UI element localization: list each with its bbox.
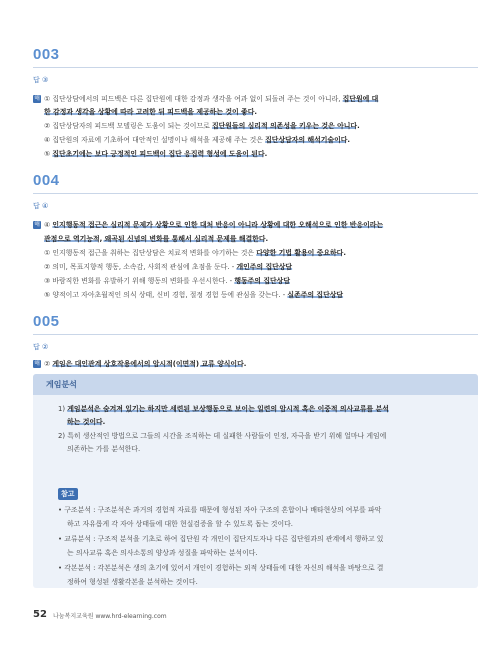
divider [33, 193, 478, 194]
answer-4: 답 ④ [33, 202, 49, 210]
note-line-1: • 구조분석 : 구조분석은 과거의 경험적 자료를 때문에 형성된 자아 구조의 혼합이나 배타현상의 여부를 파악 [58, 506, 382, 514]
box-item-1: 1) 게임분석은 숨겨져 있기는 하지만 세련된 보상행동으로 보이는 일련의 암시적 혹은 이중적 의사교류를 분석 [58, 405, 389, 413]
box-item-2-cont: 의존하는 가를 분석한다. [67, 445, 141, 453]
divider [33, 67, 478, 68]
answer-3: 답 ③ [33, 76, 49, 84]
explanation-3-line-5: ⑤ 집단초기에는 보다 긍정적인 피드백이 집단 응집력 형성에 도움이 된다. [44, 150, 268, 158]
explanation-3-line-1: 해 ① 집단상담에서의 피드백은 다른 집단원에 대한 감정과 생각을 여과 없이 되돌려 주는 것이 아니라, 집단원에 대 [34, 95, 379, 103]
note-line-2: 하고 자유롭게 각 자아 상태들에 대한 현실검증을 할 수 있도록 돕는 것이다. [67, 520, 293, 528]
note-line-3: • 교류분석 : 구조적 분석을 기초로 하여 집단원 각 개인이 집단지도자나 다른 집단원과의 관계에서 행하고 있 [58, 535, 384, 543]
explanation-4-line-5: ③ 바람직한 변화를 유발하기 위해 행동의 변화를 우선시한다. - 행동주의 집단상담 [44, 277, 290, 285]
explanation-3-line-3: ② 집단상담자의 피드백 모델링은 도움이 되는 것이므로 집단원들의 심리적 의존성을 키우는 것은 아니다. [44, 122, 360, 130]
explanation-4-line-6: ⑤ 양적이고 자아초월적인 의식 상태, 신비 경험, 절정 경험 등에 관심을 갖는다. - 실존주의 집단상담 [44, 291, 344, 299]
note-line-5: • 각본분석 : 각본분석은 생의 초기에 있어서 개인이 경험하는 외적 상태들에 대한 자신의 해석을 바탕으로 결 [58, 564, 384, 572]
page-number: 52 [33, 609, 47, 620]
divider [33, 334, 478, 335]
game-analysis-header [33, 374, 478, 395]
game-analysis-title: 게임분석 [46, 380, 77, 389]
explanation-badge: 해 [34, 221, 40, 228]
footer-text: 나눔복지교육원 www.hrd-elearning.com [53, 613, 167, 620]
question-number-3: 003 [33, 46, 60, 63]
box-item-2: 2) 특히 생산적인 방법으로 그들의 시간을 조직하는 데 실패한 사람들이 인정, 자극을 받기 위해 얼마나 게임에 [58, 432, 387, 440]
explanation-4-line-4: ② 의미, 목표지향적 행동, 소속감, 사회적 관심에 초점을 둔다. - 개인주의 집단상담 [44, 263, 293, 271]
explanation-3-line-4: ④ 집단원의 자료에 기초하여 대안적인 설명이나 해석을 제공해 주는 것은 집단상담자의 해석기술이다. [44, 136, 351, 144]
answer-5: 답 ② [33, 343, 49, 351]
explanation-4-line-2: 관점으로 역기능적, 왜곡된 신념의 변화를 통해서 심리적 문제를 해결한다. [44, 235, 269, 243]
note-line-4: 는 의사교류 혹은 의사소통의 양상과 성질을 파악하는 분석이다. [67, 549, 258, 557]
question-number-5: 005 [33, 313, 60, 330]
note-label: 참고 [58, 488, 78, 500]
note-line-6: 정하여 형성된 생활각본을 분석하는 것이다. [67, 578, 198, 586]
explanation-badge: 해 [34, 95, 40, 102]
explanation-3-line-2: 한 감정과 생각을 상황에 따라 고려한 뒤 피드백을 제공하는 것이 좋다. [44, 108, 257, 116]
explanation-4-line-1: 해 ④ 인지행동적 접근은 심리적 문제가 상황으로 인한 대처 반응이 아니라 상황에 대한 오해석으로 인한 반응이라는 [34, 221, 384, 229]
explanation-badge: 해 [34, 360, 40, 367]
question-number-4: 004 [33, 172, 60, 189]
explanation-4-line-3: ① 인지행동적 접근을 취하는 집단상담은 치료적 변화를 야기하는 것은 다양한 기법 활용이 중요하다. [44, 249, 346, 257]
explanation-5-line-1: 해 ② 게임은 대인관계 상호작용에서의 암시적(이면적) 교류 양식이다. [34, 360, 247, 368]
box-item-1-cont: 하는 것이다. [67, 418, 106, 426]
